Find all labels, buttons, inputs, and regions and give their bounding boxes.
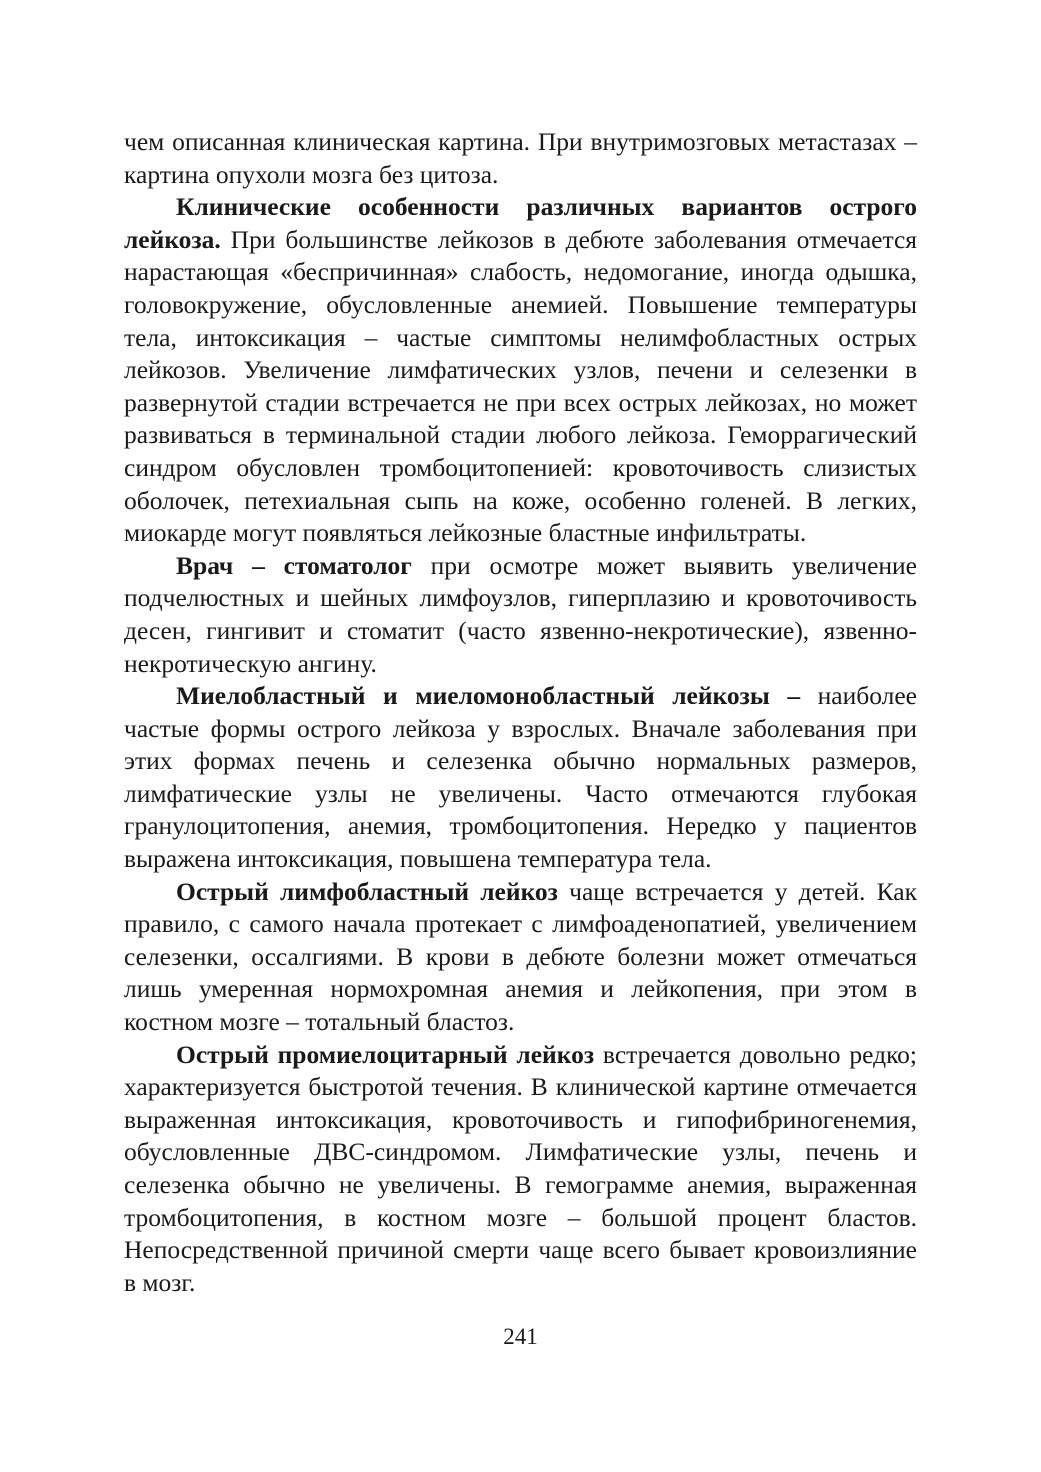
paragraph-myeloblastic	[124, 680, 917, 876]
page-number: 241	[503, 1324, 538, 1349]
paragraph-clinical-features	[124, 191, 917, 550]
paragraph-text: при осмотре может выявить увеличение подчелюстных и шейных лимфоузлов, гиперплазию и кровоточивость десен, гингивит и стоматит (часто язвенно-некротические), язвенно-некротическую ангину.	[124, 550, 917, 678]
paragraph-continuation	[124, 126, 917, 191]
paragraph-heading: Врач – стоматолог	[176, 550, 412, 580]
paragraph-text: чаще встречается у детей. Как правило, с самого начала протекает с лимфоаденопатией, увеличением селезенки, оссалгиями. В крови в дебюте болезни может отмечаться лишь умеренная нормохромная анемия и лейкопения, при этом в костном мозге – тотальный бластоз.	[124, 876, 917, 1037]
paragraph-text: наиболее частые формы острого лейкоза у взрослых. Вначале заболевания при этих формах печень и селезенка обычно нормальных размеров, лимфатические узлы не увеличены. Часто отмечаются глубокая гранулоцитопения, анемия, тромбоцитопения. Нередко у пациентов выражена интоксикация, повышена температура тела.	[124, 681, 917, 874]
paragraph-promyelocytic	[124, 1039, 917, 1300]
paragraph-lymphoblastic	[124, 876, 917, 1039]
paragraph-text: встречается довольно редко; характеризуется быстротой течения. В клинической картине отмечается выраженная интоксикация, кровоточивость и гипофибриногенемия, обусловленные ДВС-синдромом. Лимфатические узлы, печень и селезенка обычно не увеличены. В гемограмме анемия, выраженная тромбоцитопения, в костном мозге – большой процент бластов. Непосредственной причиной смерти чаще всего бывает кровоизлияние в мозг.	[124, 1039, 918, 1297]
paragraph-heading: Клинические особенности различных вариантов острого лейкоза.	[124, 192, 917, 254]
paragraph-heading: Острый лимфобластный лейкоз	[176, 876, 558, 906]
paragraph-heading: Миелобластный и миеломонобластный лейкозы –	[176, 681, 801, 711]
paragraph-text: чем описанная клиническая картина. При внутримозговых метастазах – картина опухоли мозга без цитоза.	[124, 127, 917, 189]
paragraph-heading: Острый промиелоцитарный лейкоз	[176, 1039, 595, 1069]
paragraph-text: При большинстве лейкозов в дебюте заболевания отмечается нарастающая «беспричинная» слабость, недомогание, иногда одышка, головокружение, обусловленные анемией. Повышение температуры тела, интоксикация – частые симптомы нелимфобластных острых лейкозов. Увеличение лимфатических узлов, печени и селезенки в развернутой стадии встречается не при всех острых лейкозах, но может развиваться в терминальной стадии любого лейкоза. Геморрагический синдром обусловлен тромбоцитопенией: кровоточивость слизистых оболочек, петехиальная сыпь на коже, особенно голеней. В легких, миокарде могут появляться лейкозные бластные инфильтраты.	[124, 224, 917, 548]
page-body	[124, 126, 917, 1299]
paragraph-dentist	[124, 550, 917, 680]
